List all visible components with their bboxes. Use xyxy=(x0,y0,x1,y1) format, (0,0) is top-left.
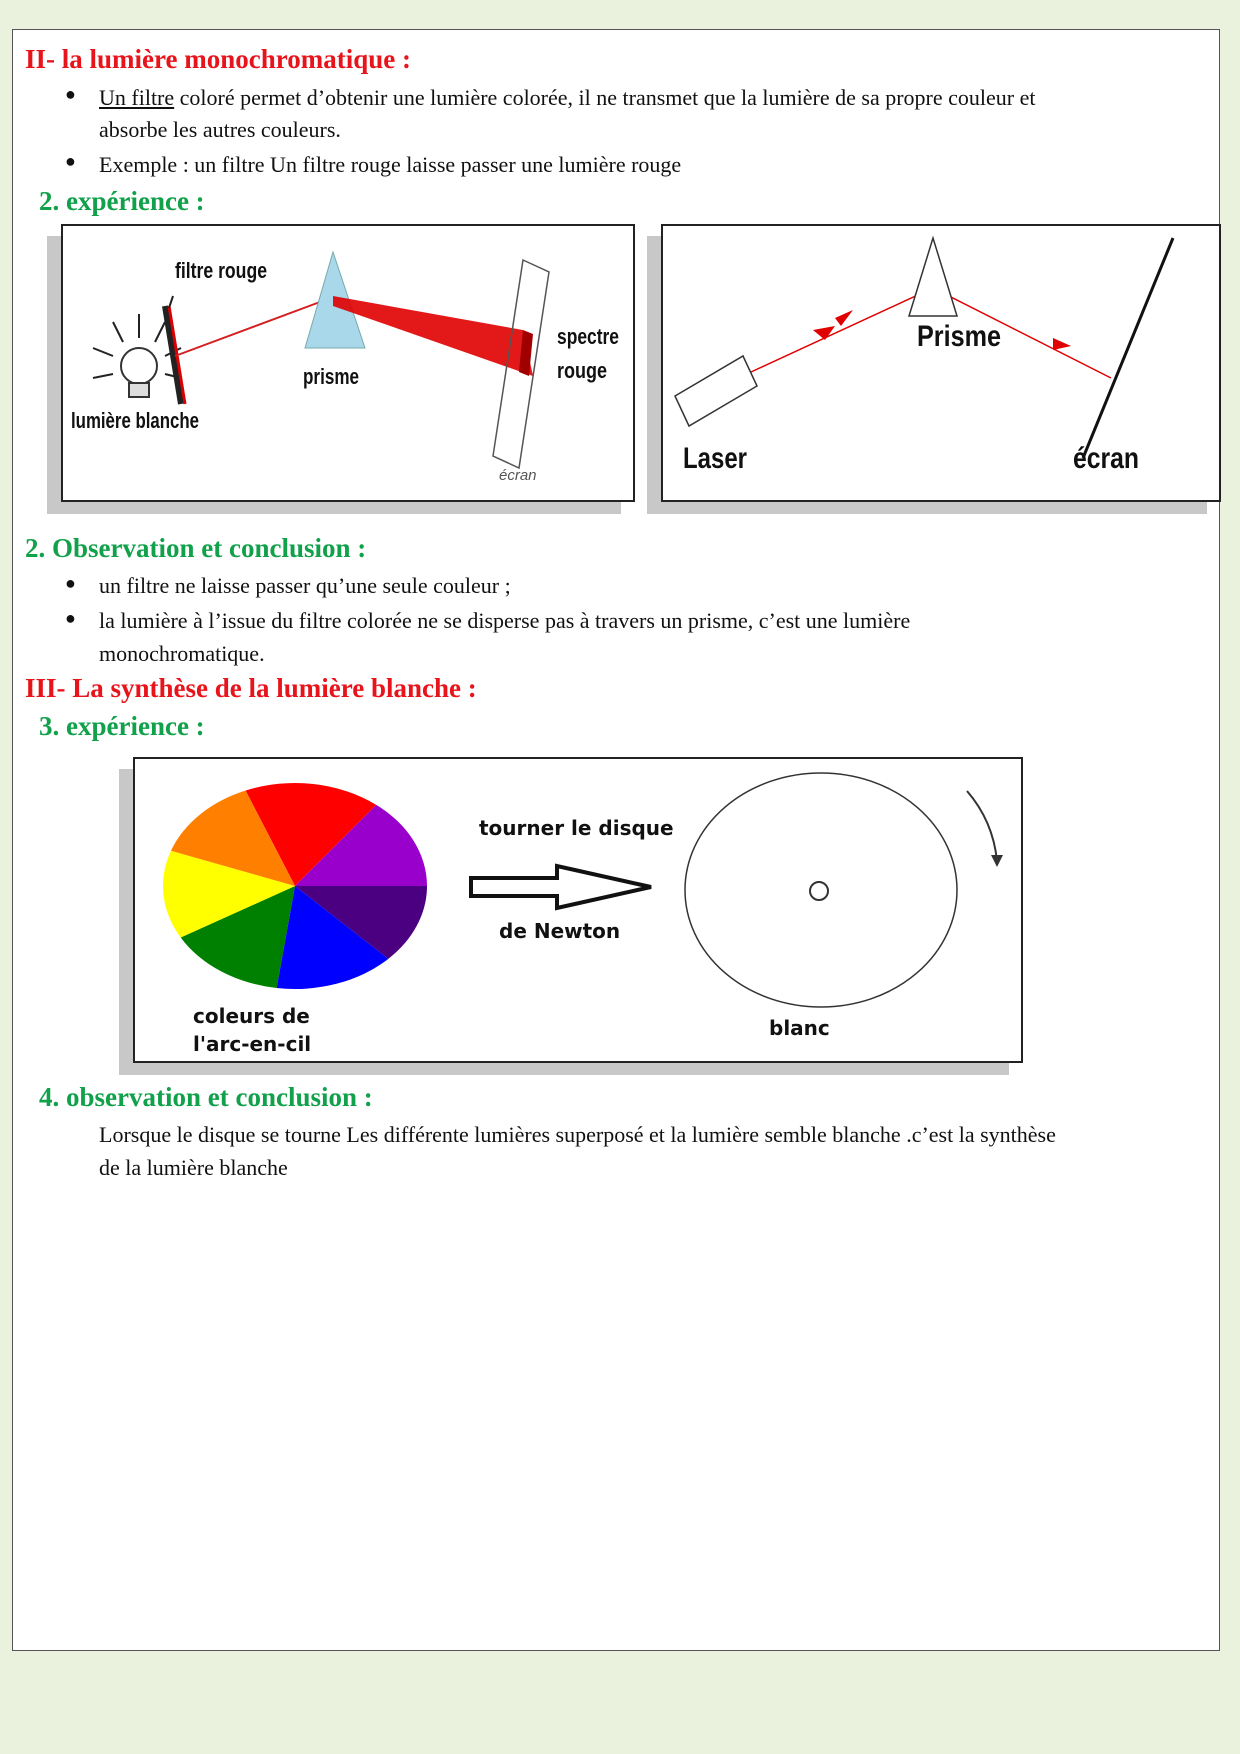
section-2-title: II- la lumière monochromatique : xyxy=(25,44,411,74)
figure-laser-prism-drawing xyxy=(663,226,1219,500)
label-white-light: lumière blanche xyxy=(71,408,199,433)
figure-filter-prism-drawing xyxy=(63,226,633,500)
figure-laser-prism xyxy=(661,224,1221,502)
bullet-marker: ● xyxy=(65,573,76,593)
disc-center xyxy=(810,882,828,900)
figure-filter-prism xyxy=(61,224,635,502)
label-screen: écran xyxy=(499,467,537,484)
label-red-filter: filtre rouge xyxy=(175,258,267,283)
red-beam xyxy=(333,296,533,376)
figure-newton-disc xyxy=(133,757,1023,1063)
label-colors-1: coleurs de xyxy=(193,1004,310,1028)
bullet-filter-line2: absorbe les autres couleurs. xyxy=(99,117,341,142)
bullet-example: Exemple : un filtre Un filtre rouge laisse passer une lumière rouge xyxy=(99,152,682,177)
arrow-right-icon xyxy=(471,866,651,908)
section-3-title: III- La synthèse de la lumière blanche : xyxy=(25,673,477,703)
bullet-marker: ● xyxy=(65,151,76,171)
bullet-filter-text: coloré permet d’obtenir une lumière colorée, il ne transmet que la lumière de sa propre couleur et xyxy=(174,85,1036,110)
ray-arrow-1 xyxy=(813,326,835,340)
label-turn-disc: tourner le disque xyxy=(479,816,674,840)
prism-icon xyxy=(909,238,957,316)
experience-title-3: 3. expérience : xyxy=(39,711,205,741)
screen-line xyxy=(1083,238,1173,458)
rainbow-wheel xyxy=(163,783,427,989)
figure-newton-disc-drawing xyxy=(135,759,1021,1061)
underlined-term: Un filtre xyxy=(99,85,175,110)
label-laser: Laser xyxy=(683,442,748,475)
red-filter-icon xyxy=(165,296,185,404)
label-screen-2: écran xyxy=(1073,442,1139,475)
label-spectrum-1: spectre xyxy=(557,324,619,349)
document-page xyxy=(12,29,1220,1651)
bullet-one-color: un filtre ne laisse passer qu’une seule couleur ; xyxy=(99,573,511,598)
ray-arrow-2 xyxy=(835,310,853,326)
bullet-filter-line1 xyxy=(99,85,1035,111)
label-prism: prisme xyxy=(303,364,359,389)
observation-title-1: 2. Observation et conclusion : xyxy=(25,533,367,563)
ray-arrow-3 xyxy=(1053,338,1071,350)
label-white: blanc xyxy=(769,1016,830,1040)
label-spectrum-2: rouge xyxy=(557,358,607,383)
label-colors-2: l'arc-en-cil xyxy=(193,1032,312,1056)
observation-title-2: 4. observation et conclusion : xyxy=(39,1082,373,1112)
experience-title-2: 2. expérience : xyxy=(39,186,205,216)
bullet-marker: ● xyxy=(65,84,76,104)
conclusion-line1: Lorsque le disque se tourne Les différente lumières superposé et la lumière semble blanche .c’est la synthèse xyxy=(99,1122,1056,1147)
laser-icon xyxy=(675,356,757,426)
bullet-monochromatic-line1: la lumière à l’issue du filtre colorée ne se disperse pas à travers un prisme, c’est une lumière xyxy=(99,608,911,633)
conclusion-line2: de la lumière blanche xyxy=(99,1155,288,1180)
rotation-arrow-head xyxy=(991,855,1003,867)
label-prism-2: Prisme xyxy=(917,320,1001,353)
rotation-arrow-icon xyxy=(967,791,997,861)
bullet-monochromatic-line2: monochromatique. xyxy=(99,641,265,666)
label-newton: de Newton xyxy=(499,919,621,943)
bullet-marker: ● xyxy=(65,608,76,628)
